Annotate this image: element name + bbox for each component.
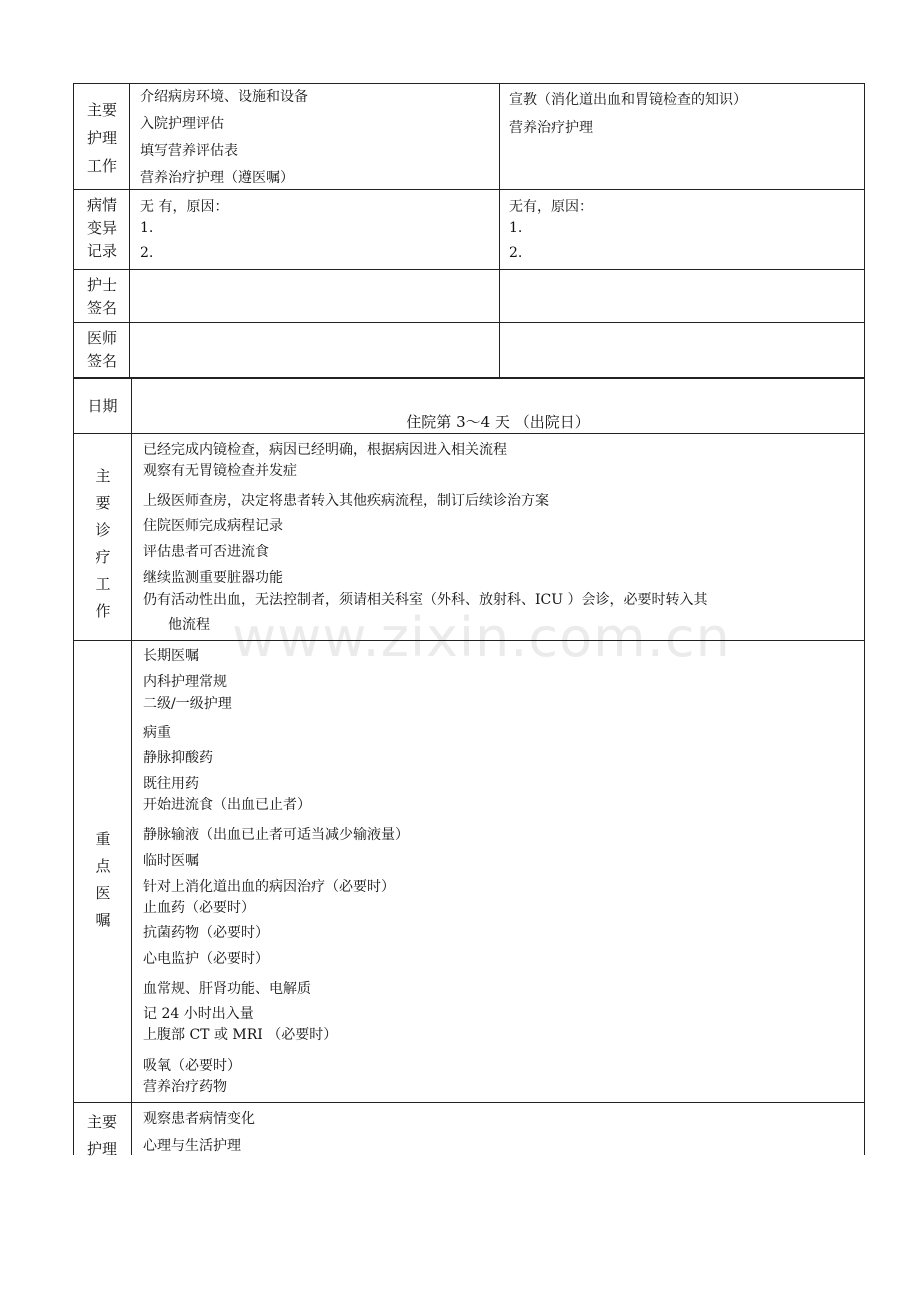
main-nursing-item: 观察患者病情变化 xyxy=(143,1111,255,1127)
order-item: 病重 xyxy=(143,725,171,741)
top-table-border-right xyxy=(864,83,865,378)
treatment-item: 评估患者可否进流食 xyxy=(143,544,269,560)
top-table-border-left xyxy=(73,83,74,378)
treatment-item: 他流程 xyxy=(168,617,210,633)
nurse-signature-label: 护士签名 xyxy=(86,276,117,317)
nursing-item: 营养治疗护理 xyxy=(509,120,593,136)
variation-line: 无 有，原因： xyxy=(140,199,229,215)
variation-line: 2. xyxy=(509,245,523,261)
order-item: 心电监护（必要时） xyxy=(143,951,269,967)
doctor-signature-field-2[interactable] xyxy=(501,324,863,376)
order-item: 血常规、肝肾功能、电解质 xyxy=(143,981,311,997)
bottom-table-border-left xyxy=(73,378,74,1155)
order-item: 止血药（必要时） xyxy=(143,900,255,916)
order-item: 开始进流食（出血已止者） xyxy=(143,797,311,813)
treatment-item: 上级医师查房，决定将患者转入其他疾病流程，制订后续诊治方案 xyxy=(143,493,549,509)
order-item: 营养治疗药物 xyxy=(143,1079,227,1095)
order-item: 二级/一级护理 xyxy=(143,696,232,712)
nursing-item: 营养治疗护理（遵医嘱） xyxy=(140,170,294,186)
treatment-item: 住院医师完成病程记录 xyxy=(143,518,283,534)
order-item: 静脉输液（出血已止者可适当减少输液量） xyxy=(143,827,409,843)
top-table-border-top xyxy=(73,83,865,84)
order-item: 抗菌药物（必要时） xyxy=(143,925,269,941)
nursing-item: 入院护理评估 xyxy=(140,116,224,132)
top-table-row-divider-1 xyxy=(73,189,865,190)
bottom-table-label-divider xyxy=(131,378,132,1155)
top-table-col-divider xyxy=(499,83,500,378)
treatment-item: 已经完成内镜检查，病因已经明确，根据病因进入相关流程 xyxy=(143,442,507,458)
order-item: 既往用药 xyxy=(143,776,199,792)
date-label: 日期 xyxy=(87,397,118,415)
bottom-table-row-divider-3 xyxy=(73,1102,865,1103)
treatment-item: 仍有活动性出血，无法控制者，须请相关科室（外科、放射科、ICU ）会诊，必要时转入其 xyxy=(143,592,708,608)
order-item: 长期医嘱 xyxy=(143,648,199,664)
variation-line: 2. xyxy=(140,245,154,261)
main-nursing-label: 主要护理 xyxy=(86,1113,117,1158)
order-item: 临时医嘱 xyxy=(143,853,199,869)
order-item: 上腹部 CT 或 MRI （必要时） xyxy=(143,1027,338,1043)
nurse-signature-field-1[interactable] xyxy=(131,271,498,321)
date-value: 住院第 3～4 天 （出院日） xyxy=(406,413,590,431)
doctor-signature-label: 医师签名 xyxy=(86,329,117,370)
order-item: 吸氧（必要时） xyxy=(143,1058,241,1074)
key-orders-label: 重点医嘱 xyxy=(95,830,111,929)
variation-line: 1. xyxy=(509,220,523,236)
main-nursing-item: 心理与生活护理 xyxy=(143,1138,241,1154)
order-item: 静脉抑酸药 xyxy=(143,750,213,766)
nursing-item: 填写营养评估表 xyxy=(140,143,238,159)
top-table-row-divider-3 xyxy=(73,322,865,323)
nursing-item: 宣教（消化道出血和胃镜检查的知识） xyxy=(509,92,747,108)
order-item: 记 24 小时出入量 xyxy=(143,1006,254,1022)
treatment-item: 继续监测重要脏器功能 xyxy=(143,570,283,586)
treatment-work-label: 主要诊疗工作 xyxy=(95,467,111,620)
nursing-work-label: 主要护理工作 xyxy=(86,101,117,175)
nurse-signature-field-2[interactable] xyxy=(501,271,863,321)
top-table-border-bottom xyxy=(73,377,865,379)
bottom-table-border-right xyxy=(864,378,865,1155)
variation-line: 1. xyxy=(140,220,154,236)
bottom-table-row-divider-1 xyxy=(73,433,865,434)
variation-record-label: 病情变异记录 xyxy=(86,196,117,260)
order-item: 内科护理常规 xyxy=(143,674,227,690)
treatment-item: 观察有无胃镜检查并发症 xyxy=(143,463,297,479)
doctor-signature-field-1[interactable] xyxy=(131,324,498,376)
variation-line: 无有，原因： xyxy=(509,199,593,215)
watermark: www.zixin.com.cn xyxy=(232,606,731,669)
top-table-label-divider xyxy=(129,83,130,378)
top-table-row-divider-2 xyxy=(73,269,865,270)
order-item: 针对上消化道出血的病因治疗（必要时） xyxy=(143,879,395,895)
nursing-item: 介绍病房环境、设施和设备 xyxy=(140,89,308,105)
